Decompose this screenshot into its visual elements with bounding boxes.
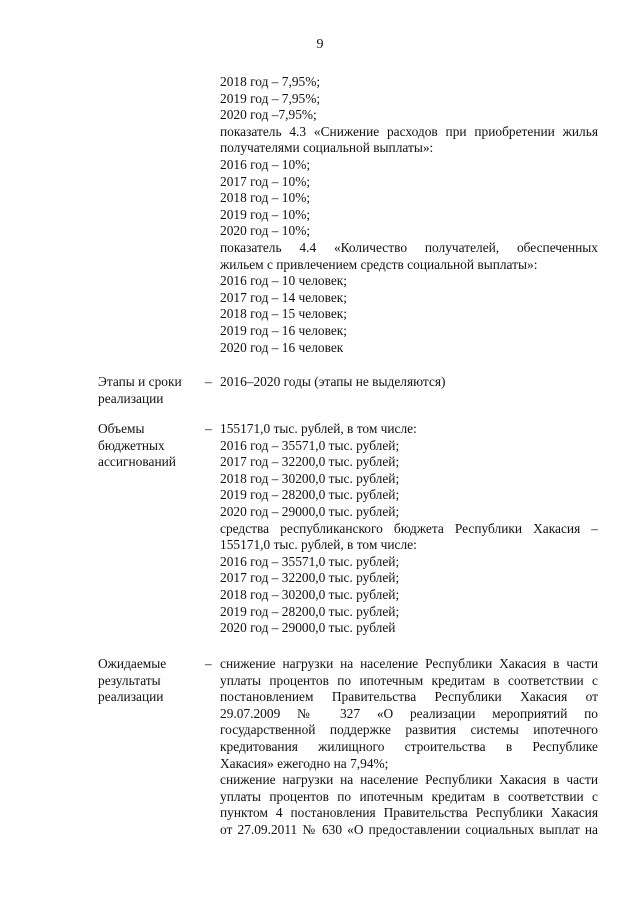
label-line: результаты	[98, 672, 161, 688]
text-line: 2018 год – 7,95%;	[220, 74, 321, 89]
budget-content	[220, 421, 598, 637]
text-line: показатель 4.3 «Снижение расходов при приобретении жилья	[220, 123, 598, 139]
text-line: получателями социальной выплаты»:	[220, 140, 434, 156]
section-dash: –	[205, 374, 212, 389]
text-line: жильем с привлечением средств социальной выплаты»:	[220, 256, 538, 272]
label-line: Ожидаемые	[98, 656, 167, 671]
indicators-block	[220, 74, 598, 356]
results-label	[98, 656, 198, 706]
text-line: 2019 год – 10%;	[220, 206, 311, 222]
text-line: 2020 год – 29000,0 тыс. рублей	[220, 620, 396, 636]
text-line: 2019 год – 16 человек;	[220, 322, 348, 338]
text-line: 2016–2020 годы (этапы не выделяются)	[220, 374, 446, 389]
text-line: 2018 год – 15 человек;	[220, 306, 348, 322]
label-line: ассигнований	[98, 454, 176, 470]
text-line: Хакасия» ежегодно на 7,94%;	[220, 755, 389, 771]
section-dash: –	[205, 421, 212, 436]
text-line: 2020 год – 16 человек	[220, 339, 344, 355]
text-line: 2017 год – 32200,0 тыс. рублей;	[220, 570, 400, 586]
text-line: пунктом 4 постановления Правительства Республики Хакасия	[220, 805, 598, 821]
text-line: показатель 4.4 «Количество получателей, обеспеченных	[220, 239, 598, 255]
text-line: от 27.09.2011 № 630 «О предоставлении социальных выплат на	[220, 821, 598, 837]
label-line: реализации	[98, 390, 164, 406]
text-line: уплаты процентов по ипотечным кредитам в соответствии с	[220, 788, 598, 804]
text-line: 2016 год – 35571,0 тыс. рублей;	[220, 553, 400, 569]
text-line: кредитования жилищного строительства в Республике	[220, 738, 598, 754]
text-line: 2020 год –7,95%;	[220, 107, 317, 123]
text-line: 2017 год – 14 человек;	[220, 289, 348, 305]
text-line: 2019 год – 28200,0 тыс. рублей;	[220, 603, 400, 619]
section-dash: –	[205, 656, 212, 671]
text-line: 2019 год – 7,95%;	[220, 90, 321, 106]
text-line: средства республиканского бюджета Республики Хакасия –	[220, 520, 598, 536]
text-line: 155171,0 тыс. рублей, в том числе:	[220, 421, 417, 436]
text-line: государственной поддержке развития системы ипотечного	[220, 722, 598, 738]
budget-label	[98, 421, 198, 471]
text-line: 2016 год – 10%;	[220, 156, 311, 172]
results-content	[220, 656, 598, 839]
text-line: 2019 год – 28200,0 тыс. рублей;	[220, 487, 400, 503]
text-line: 2018 год – 10%;	[220, 190, 311, 206]
label-line: Объемы	[98, 421, 145, 436]
text-line: 155171,0 тыс. рублей, в том числе:	[220, 537, 417, 553]
text-line: постановлением Правительства Республики Хакасия от	[220, 689, 598, 705]
label-line: Этапы и сроки	[98, 374, 182, 389]
label-line: бюджетных	[98, 437, 165, 453]
text-line: снижение нагрузки на население Республики Хакасия в части	[220, 656, 598, 671]
text-line: уплаты процентов по ипотечным кредитам в соответствии с	[220, 672, 598, 688]
label-line: реализации	[98, 689, 164, 705]
text-line: 2016 год – 35571,0 тыс. рублей;	[220, 437, 400, 453]
text-line: 29.07.2009 № 327 «О реализации мероприятий по	[220, 705, 598, 721]
text-line: 2017 год – 10%;	[220, 173, 311, 189]
text-line: снижение нагрузки на население Республики Хакасия в части	[220, 772, 598, 788]
text-line: 2020 год – 10%;	[220, 223, 311, 239]
text-line: 2020 год – 29000,0 тыс. рублей;	[220, 503, 400, 519]
page-number: 9	[316, 37, 324, 52]
text-line: 2018 год – 30200,0 тыс. рублей;	[220, 470, 400, 486]
text-line: 2016 год – 10 человек;	[220, 273, 348, 289]
stages-label	[98, 374, 198, 407]
text-line: 2017 год – 32200,0 тыс. рублей;	[220, 454, 400, 470]
stages-content	[220, 374, 598, 391]
text-line: 2018 год – 30200,0 тыс. рублей;	[220, 586, 400, 602]
